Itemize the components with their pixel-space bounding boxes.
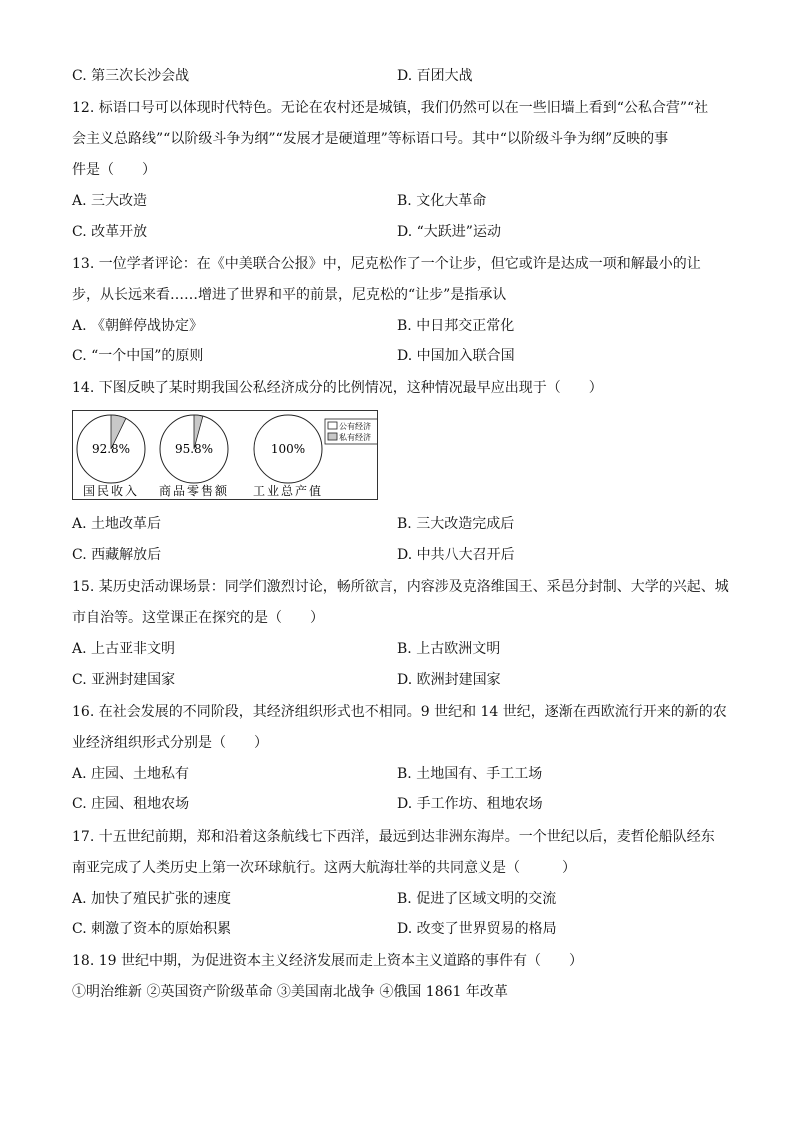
q18-statements: ①明治维新 ②英国资产阶级革命 ③美国南北战争 ④俄国 1861 年改革 (72, 984, 508, 1000)
q12-stem-line2: 会主义总路线”“以阶级斗争为纲”“发展才是硬道理”等标语口号。其中“以阶级斗争为纲”反映的事 (72, 131, 669, 147)
q15-option-d: D. 欧洲封建国家 (397, 672, 501, 688)
q16-stem-line2: 业经济组织形式分别是（ ） (72, 735, 268, 751)
q16-option-c: C. 庄园、租地农场 (72, 796, 190, 812)
q15-option-a: A. 上古亚非文明 (72, 641, 176, 657)
pie-category-label: 国民收入 (82, 484, 140, 498)
q15-option-c: C. 亚洲封建国家 (72, 672, 176, 688)
q14-option-a: A. 土地改革后 (72, 516, 162, 532)
q13-option-a: A. 《朝鲜停战协定》 (72, 318, 204, 334)
q17-option-a: A. 加快了殖民扩张的速度 (72, 891, 232, 907)
q14-option-d: D. 中共八大召开后 (397, 547, 515, 563)
pie-value-label: 100% (270, 442, 306, 456)
pie-2 (159, 415, 229, 498)
pie-category-label: 商品零售额 (158, 484, 230, 498)
q16-option-d: D. 手工作坊、租地农场 (397, 796, 543, 812)
q14-option-c: C. 西藏解放后 (72, 547, 162, 563)
q16-stem-line1: 16. 在社会发展的不同阶段，其经济组织形式也不相同。9 世纪和 14 世纪，逐渐在西欧流行开来的新的农 (72, 704, 727, 720)
q12-option-a: A. 三大改造 (72, 193, 148, 209)
q12-stem-line1: 12. 标语口号可以体现时代特色。无论在农村还是城镇，我们仍然可以在一些旧墙上看到“公私合营”“社 (72, 100, 709, 116)
q16-option-b: B. 土地国有、手工工场 (397, 766, 543, 782)
q12-option-d: D. “大跃进”运动 (397, 224, 501, 240)
q17-stem-line1: 17. 十五世纪前期，郑和沿着这条航线七下西洋，最远到达非洲东海岸。一个世纪以后，麦哲伦船队经东 (72, 829, 715, 845)
legend-swatch-private (328, 433, 337, 440)
pie-chart-svg (73, 411, 377, 499)
q12-option-b: B. 文化大革命 (397, 193, 487, 209)
pie-value-label: 92.8% (91, 442, 131, 456)
pie-3 (253, 415, 323, 498)
q13-stem-line1: 13. 一位学者评论：在《中美联合公报》中，尼克松作了一个让步，但它或许是达成一项和解最小的让 (72, 256, 701, 272)
q17-option-c: C. 刺激了资本的原始积累 (72, 921, 232, 937)
q15-stem-line2: 市自治等。这堂课正在探究的是（ ） (72, 610, 324, 626)
q17-option-d: D. 改变了世界贸易的格局 (397, 921, 557, 937)
q14-stem-line1: 14. 下图反映了某时期我国公私经济成分的比例情况，这种情况最早应出现于（ ） (72, 380, 603, 396)
q17-option-b: B. 促进了区域文明的交流 (397, 891, 557, 907)
q18-stem-line1: 18. 19 世纪中期，为促进资本主义经济发展而走上资本主义道路的事件有（ ） (72, 953, 583, 969)
pie-value-label: 95.8% (174, 442, 214, 456)
legend-label-private: 私有经济 (339, 433, 371, 442)
pie-category-label: 工业总产值 (252, 484, 324, 498)
q13-stem-line2: 步，从长远来看……增进了世界和平的前景，尼克松的“让步”是指承认 (72, 287, 507, 303)
pie-chart-figure (72, 410, 378, 500)
q14-option-b: B. 三大改造完成后 (397, 516, 515, 532)
q16-option-a: A. 庄园、土地私有 (72, 766, 190, 782)
q15-option-b: B. 上古欧洲文明 (397, 641, 501, 657)
q12-option-c: C. 改革开放 (72, 224, 148, 240)
q13-option-b: B. 中日邦交正常化 (397, 318, 515, 334)
q12-stem-line3: 件是（ ） (72, 162, 156, 178)
q17-stem-line2: 南亚完成了人类历史上第一次环球航行。这两大航海壮举的共同意义是（ ） (72, 860, 576, 876)
legend-label-public: 公有经济 (339, 422, 371, 431)
pie-1 (77, 415, 145, 498)
q13-option-d: D. 中国加入联合国 (397, 348, 515, 364)
q15-stem-line1: 15. 某历史活动课场景：同学们激烈讨论，畅所欲言，内容涉及克洛维国王、采邑分封制、大学的兴起、城 (72, 579, 729, 595)
q11-option-c: C. 第三次长沙会战 (72, 68, 190, 84)
legend-swatch-public (328, 422, 337, 429)
chart-legend (325, 419, 377, 444)
q11-option-d: D. 百团大战 (397, 68, 473, 84)
q13-option-c: C. “一个中国”的原则 (72, 348, 204, 364)
